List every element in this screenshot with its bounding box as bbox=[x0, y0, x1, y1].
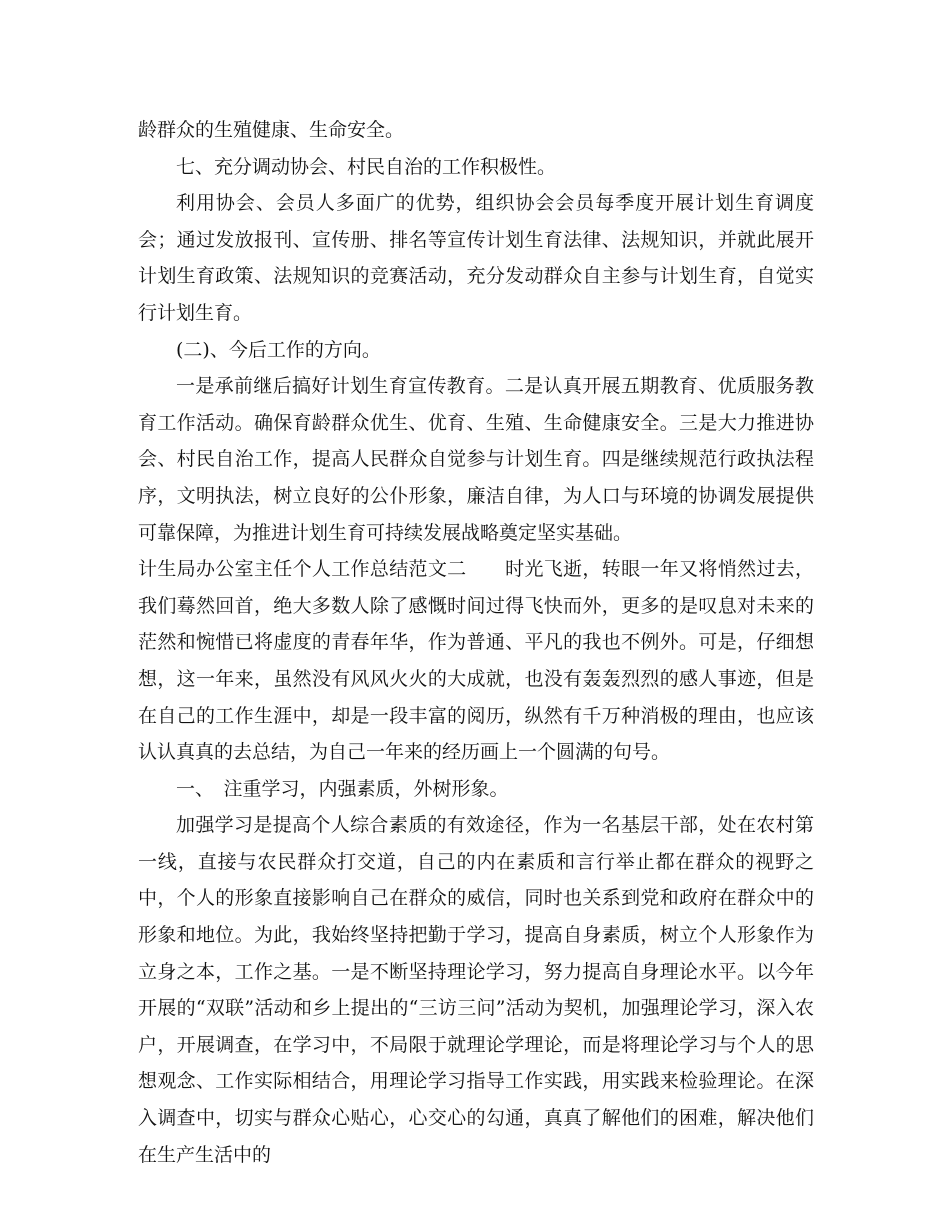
paragraph-association: 利用协会、会员人多面广的优势，组织协会会员每季度开展计划生育调度会；通过发放报刊、宣传册、排名等宣传计划生育法律、法规知识，并就此展开计划生育政策、法规知识的竞赛活动，充分发动群众自主参与计划生育，自觉实行计划生育。 bbox=[138, 192, 814, 324]
section-heading-future-direction: (二)、今后工作的方向。 bbox=[176, 338, 381, 361]
paragraph-study: 加强学习是提高个人综合素质的有效途径，作为一名基层干部，处在农村第一线，直接与农民群众打交道，自己的内在素质和言行举止都在群众的视野之中，个人的形象直接影响自己在群众的威信，同时也关系到党和政府在群众中的形象和地位。为此，我始终坚持把勤于学习，提高自身素质，树立个人形象作为立身之本，工作之基。一是不断坚持理论学习，努力提高自身理论水平。以今年开展的“双联”活动和乡上提出的“三访三问”活动为契机，加强理论学习，深入农户，开展调查，在学习中，不局限于就理论学理论，而是将理论学习与个人的思想观念、工作实际相结合，用理论学习指导工作实践，用实践来检验理论。在深入调查中，切实与群众心贴心，心交心的勾通，真真了解他们的困难，解决他们在生产生活中的 bbox=[138, 814, 814, 1166]
section-heading-one: 一、 注重学习，内强素质，外树形象。 bbox=[176, 777, 509, 800]
document-page bbox=[138, 112, 814, 1173]
paragraph-summary-intro: 计生局办公室主任个人工作总结范文二 时光飞逝，转眼一年又将悄然过去，我们蓦然回首，绝大多数人除了感慨时间过得飞快而外，更多的是叹息对未来的茫然和惋惜已将虚度的青春年华，作为普通、平凡的我也不例外。可是，仔细想想，这一年来，虽然没有风风火火的大成就，也没有轰轰烈烈的感人事迹，但是在自己的工作生涯中，却是一段丰富的阅历，纵然有千万种消极的理由，也应该认认真真的去总结，为自己一年来的经历画上一个圆满的句号。 bbox=[138, 558, 814, 764]
paragraph-1: 龄群众的生殖健康、生命安全。 bbox=[138, 119, 405, 141]
paragraph-future-work: 一是承前继后搞好计划生育宣传教育。二是认真开展五期教育、优质服务教育工作活动。确保育龄群众优生、优育、生殖、生命健康安全。三是大力推进协会、村民自治工作，提高人民群众自觉参与计划生育。四是继续规范行政执法程序，文明执法，树立良好的公仆形象，廉洁自律，为人口与环境的协调发展提供可靠保障，为推进计划生育可持续发展战略奠定坚实基础。 bbox=[138, 375, 814, 544]
section-heading-seven: 七、充分调动协会、村民自治的工作积极性。 bbox=[176, 155, 557, 178]
